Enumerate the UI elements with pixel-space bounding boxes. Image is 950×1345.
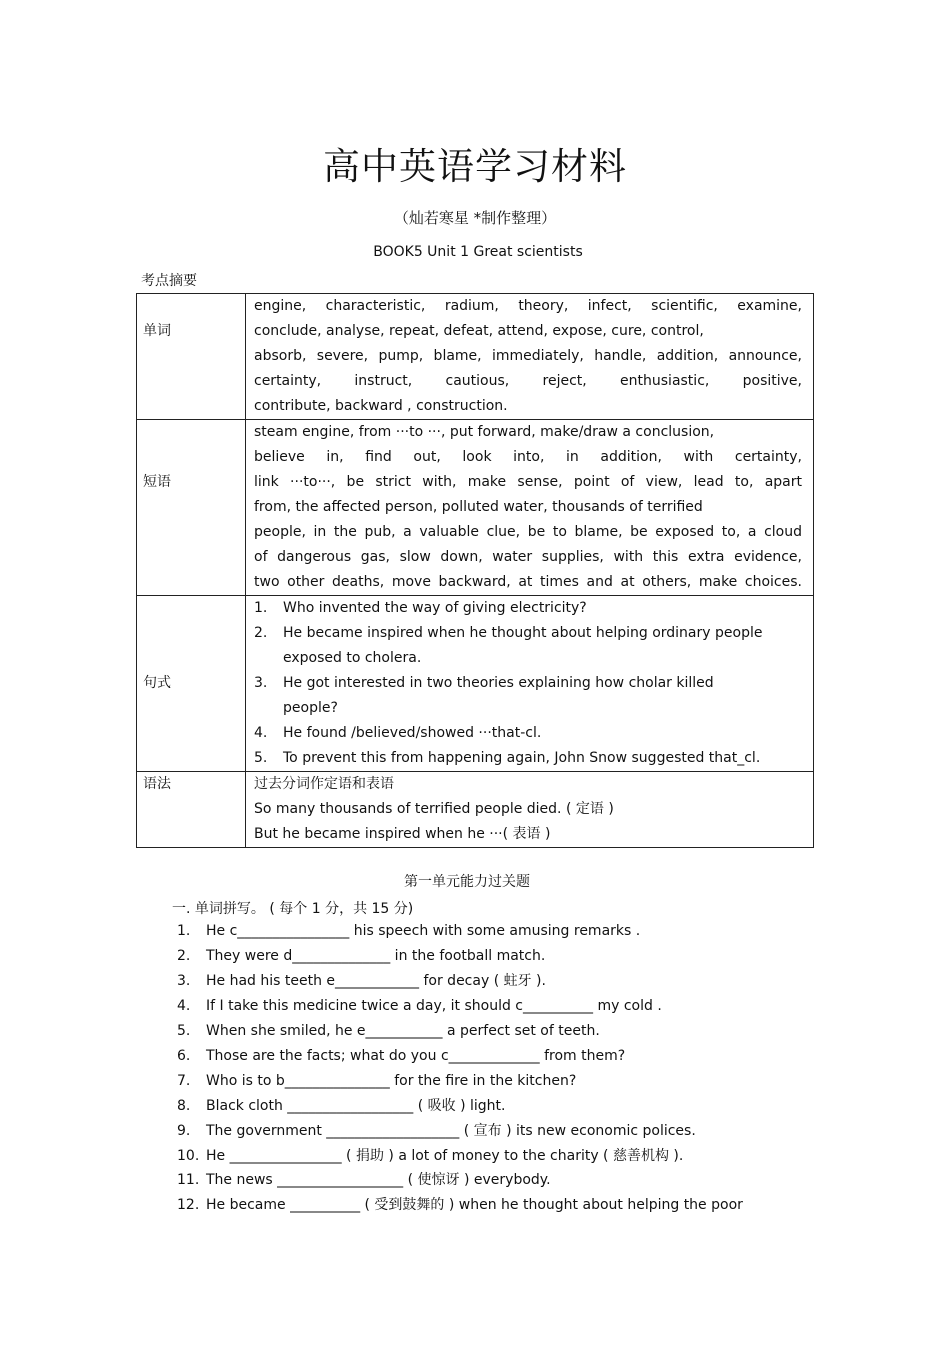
row-label-cell — [137, 772, 246, 848]
exercise-item: 6. Those are the facts; what do you c_____________ from them? — [177, 1048, 626, 1064]
page-subtitle: （灿若寒星 *制作整理） — [393, 209, 557, 227]
exercise-item: 8. Black cloth __________________ ( 吸收 ) light. — [177, 1098, 506, 1114]
phrases-line: two other deaths, move backward, at times and at others, make choices. — [254, 574, 802, 590]
page-title: 高中英语学习材料 — [323, 145, 627, 188]
sentence-item: 2. He became inspired when he thought about helping ordinary people — [254, 625, 763, 641]
exercise-item: 1. He c________________ his speech with some amusing remarks . — [177, 923, 641, 939]
row-label-vocab: 单词 — [143, 323, 171, 339]
exercise-item: 7. Who is to b_______________ for the fire in the kitchen? — [177, 1073, 577, 1089]
sentence-continuation: people? — [283, 700, 338, 716]
exercise-instruction: 一. 单词拼写。 ( 每个 1 分，共 15 分) — [172, 901, 414, 917]
vocab-line: absorb, severe, pump, blame, immediately, handle, addition, announce, — [254, 348, 802, 364]
grammar-line: 过去分词作定语和表语 — [254, 776, 394, 792]
book-unit-heading: BOOK5 Unit 1 Great scientists — [373, 244, 583, 260]
key-points-table — [136, 293, 814, 848]
exercise-item: 9. The government ___________________ ( 宣布 ) its new economic polices. — [177, 1123, 696, 1139]
grammar-line: So many thousands of terrified people died. ( 定语 ) — [254, 801, 614, 817]
row-label-grammar: 语法 — [143, 776, 171, 792]
sentences-content — [246, 596, 814, 772]
sentence-item: 1. Who invented the way of giving electricity? — [254, 600, 587, 616]
sentence-item: 5. To prevent this from happening again, John Snow suggested that_cl. — [254, 750, 761, 766]
table-row-grammar — [137, 772, 814, 848]
phrases-line: people, in the pub, a valuable clue, be to blame, be exposed to, a cloud — [254, 524, 802, 540]
table-row-sentences — [137, 596, 814, 772]
phrases-line: steam engine, from ···to ···, put forward, make/draw a conclusion, — [254, 424, 715, 440]
row-label-cell — [137, 596, 246, 772]
table-row-phrases — [137, 420, 814, 596]
sentence-item: 4. He found /believed/showed ···that-cl. — [254, 725, 542, 741]
summary-label: 考点摘要 — [141, 273, 197, 289]
phrases-line: link ···to···, be strict with, make sense, point of view, lead to, apart — [254, 474, 802, 490]
row-label-sentences: 句式 — [143, 675, 171, 691]
grammar-content — [246, 772, 814, 848]
sentence-item: 3. He got interested in two theories explaining how cholar killed — [254, 675, 714, 691]
vocab-line: certainty, instruct, cautious, reject, enthusiastic, positive, — [254, 373, 802, 389]
vocab-line: contribute, backward , construction. — [254, 398, 508, 414]
phrases-line: from, the affected person, polluted water, thousands of terrified — [254, 499, 703, 515]
row-label-phrases: 短语 — [143, 474, 171, 490]
exercise-item: 10. He ________________ ( 捐助 ) a lot of money to the charity ( 慈善机构 ). — [177, 1148, 684, 1164]
table-row-vocab — [137, 294, 814, 420]
vocab-content — [246, 294, 814, 420]
row-label-cell — [137, 420, 246, 596]
sentence-continuation: exposed to cholera. — [283, 650, 422, 666]
phrases-content — [246, 420, 814, 596]
exercise-item: 5. When she smiled, he e___________ a perfect set of teeth. — [177, 1023, 600, 1039]
section-title: 第一单元能力过关题 — [404, 874, 530, 890]
phrases-line: believe in, find out, look into, in addition, with certainty, — [254, 449, 802, 465]
exercise-item: 3. He had his teeth e____________ for decay ( 蛀牙 ). — [177, 973, 546, 989]
exercise-item: 2. They were d______________ in the football match. — [177, 948, 546, 964]
exercise-item: 4. If I take this medicine twice a day, it should c__________ my cold . — [177, 998, 662, 1014]
vocab-line: conclude, analyse, repeat, defeat, attend, expose, cure, control, — [254, 323, 704, 339]
exercise-item: 11. The news __________________ ( 使惊讶 ) everybody. — [177, 1172, 551, 1188]
grammar-line: But he became inspired when he ···( 表语 ) — [254, 826, 551, 842]
exercise-item: 12. He became __________ ( 受到鼓舞的 ) when he thought about helping the poor — [177, 1197, 743, 1213]
phrases-line: of dangerous gas, slow down, water supplies, with this extra evidence, — [254, 549, 802, 565]
vocab-line: engine, characteristic, radium, theory, infect, scientific, examine, — [254, 298, 802, 314]
row-label-cell — [137, 294, 246, 420]
